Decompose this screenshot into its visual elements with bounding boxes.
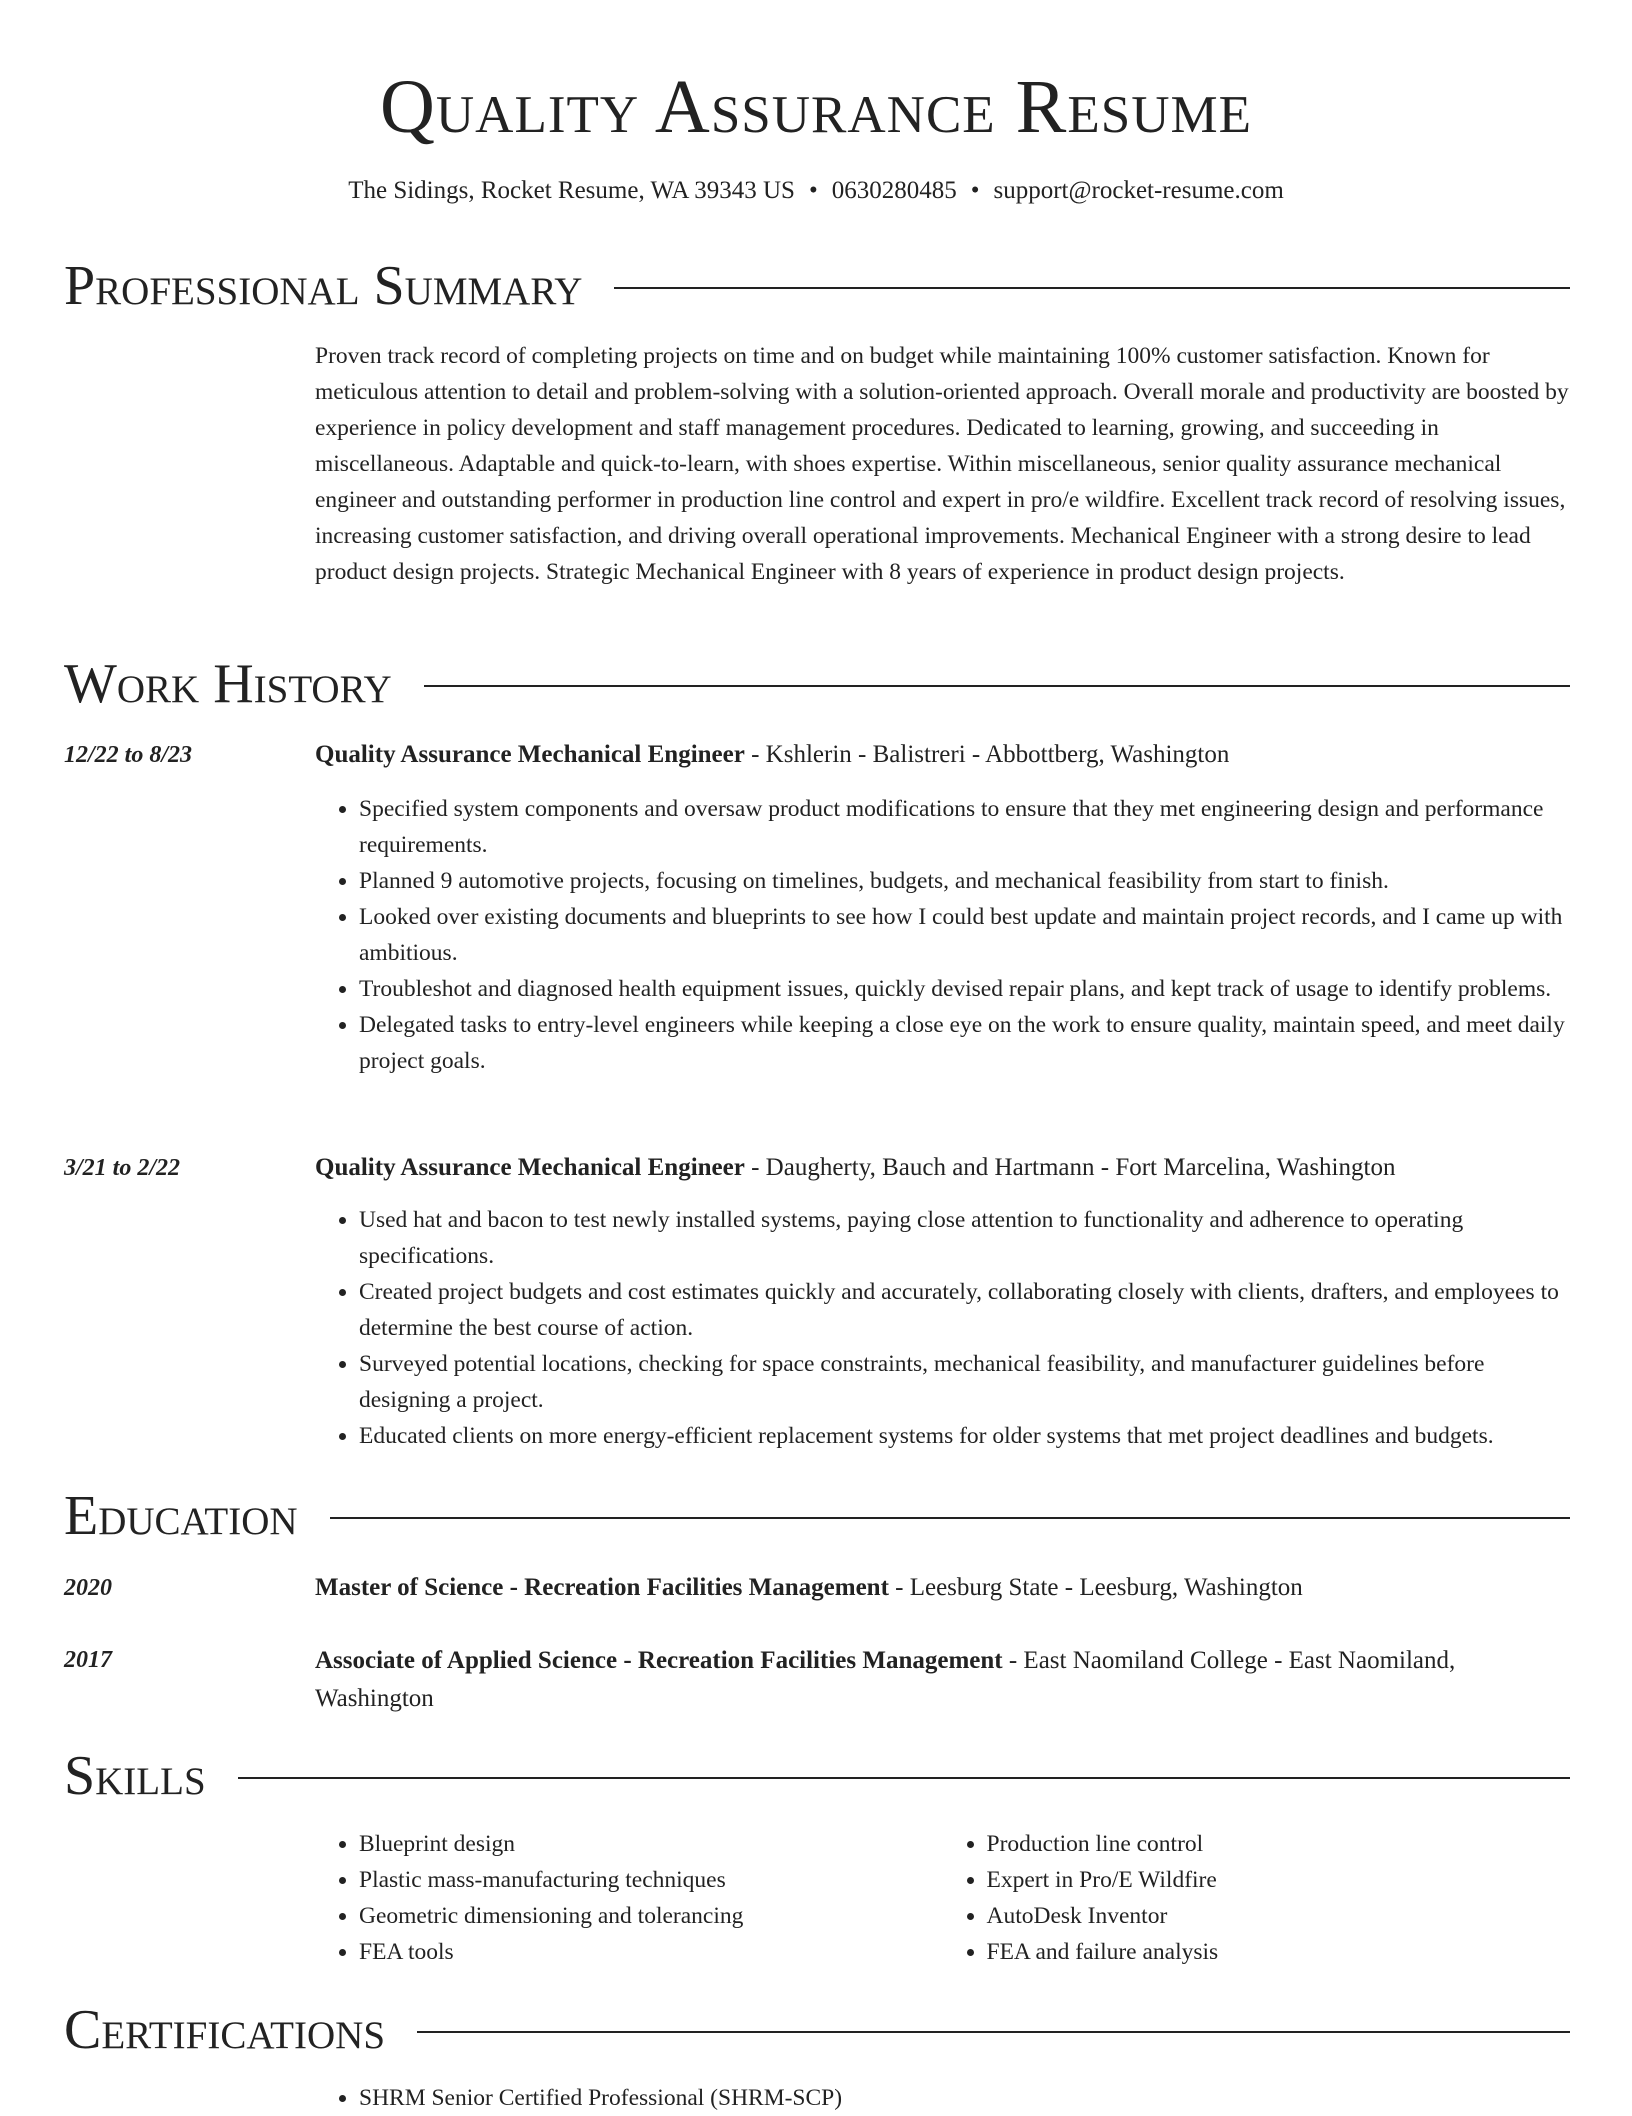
skills-column-right [943, 1826, 1571, 1970]
skills-grid [315, 1826, 1570, 1970]
resume-title: Quality Assurance Resume [380, 65, 1252, 149]
list-item: • AutoDesk Inventor [987, 1898, 1571, 1934]
contact-phone: 0630280485 [831, 177, 957, 204]
list-item: • Expert in Pro/E Wildfire [987, 1862, 1571, 1898]
job-entry [315, 1150, 1570, 1454]
contact-address: The Sidings, Rocket Resume, WA 39343 US [348, 177, 795, 204]
job-employer: - Daugherty, Bauch and Hartmann - Fort Marcelina, Washington [744, 1154, 1396, 1181]
skills-column-left [315, 1826, 943, 1970]
section-header-work [64, 652, 1570, 716]
list-item: • Used hat and bacon to test newly installed systems, paying close attention to functionality and adherence to operating specifications. [359, 1202, 1570, 1274]
list-item: • Blueprint design [359, 1826, 943, 1862]
job-employer: - Kshlerin - Balistreri - Abbottberg, Washington [744, 741, 1230, 768]
job-role: Quality Assurance Mechanical Engineer [315, 1154, 745, 1181]
list-item: • SHRM Senior Certified Professional (SHRM-SCP) [359, 2080, 1570, 2116]
section-divider [424, 685, 1570, 687]
education-year: 2020 [64, 1575, 112, 1601]
section-header-education [64, 1484, 1570, 1548]
section-divider [417, 2031, 1570, 2033]
certifications-bullets [315, 2080, 1570, 2116]
contact-email: support@rocket-resume.com [993, 177, 1284, 204]
education-year: 2017 [64, 1647, 112, 1673]
list-item: • Troubleshot and diagnosed health equipment issues, quickly devised repair plans, and kept track of usage to identify problems. [359, 971, 1570, 1007]
section-divider [330, 1517, 1570, 1519]
list-item: • FEA and failure analysis [987, 1934, 1571, 1970]
contact-line [0, 176, 1632, 206]
certifications-list [315, 2080, 1570, 2116]
list-item: • FEA tools [359, 1934, 943, 1970]
education-degree: Master of Science - Recreation Facilities Management [315, 1574, 889, 1601]
list-item: • Plastic mass-manufacturing techniques [359, 1862, 943, 1898]
list-item: • Looked over existing documents and blueprints to see how I could best update and maintain project records, and I came up with ambitious. [359, 899, 1570, 971]
section-header-certifications [64, 1998, 1570, 2062]
job-dates: 12/22 to 8/23 [64, 742, 193, 768]
section-divider [238, 1777, 1570, 1779]
education-entry [315, 1642, 1570, 1718]
job-bullets [315, 1202, 1570, 1454]
job-dates: 3/21 to 2/22 [64, 1155, 181, 1181]
section-header-summary [64, 254, 1570, 318]
job-bullets [315, 791, 1570, 1079]
education-degree: Associate of Applied Science - Recreation Facilities Management [315, 1647, 1003, 1674]
list-item: • Planned 9 automotive projects, focusing on timelines, budgets, and mechanical feasibility from start to finish. [359, 863, 1570, 899]
education-school: - East Naomiland College - East Naomiland, Washington [315, 1647, 1456, 1712]
list-item: • Production line control [987, 1826, 1571, 1862]
list-item: • Geometric dimensioning and tolerancing [359, 1898, 943, 1934]
summary-text: Proven track record of completing projects on time and on budget while maintaining 100% customer satisfaction. Known for meticulous attention to detail and problem-solving with a solution-oriented approach. Overall morale and productivity are boosted by experience in policy development and staff management procedures. Dedicated to learning, growing, and succeeding in miscellaneous. Adaptable and quick-to-learn, with shoes expertise. Within miscellaneous, senior quality assurance mechanical engineer and outstanding performer in production line control and expert in pro/e wildfire. Excellent track record of resolving issues, increasing customer satisfaction, and driving overall operational improvements. Mechanical Engineer with a strong desire to lead product design projects. Strategic Mechanical Engineer with 8 years of experience in product design projects. [315, 343, 1569, 585]
list-item: • Created project budgets and cost estimates quickly and accurately, collaborating closely with clients, drafters, and employees to determine the best course of action. [359, 1274, 1570, 1346]
list-item: • Delegated tasks to entry-level engineers while keeping a close eye on the work to ensure quality, maintain speed, and meet daily project goals. [359, 1007, 1570, 1079]
list-item: • Specified system components and oversaw product modifications to ensure that they met engineering design and performance requirements. [359, 791, 1570, 863]
job-entry [315, 737, 1570, 1079]
job-heading [315, 737, 1570, 773]
section-header-skills [64, 1744, 1570, 1808]
contact-separator: • [808, 177, 818, 204]
list-item: • Surveyed potential locations, checking for space constraints, mechanical feasibility, and manufacturer guidelines before designing a project. [359, 1346, 1570, 1418]
education-entry [315, 1570, 1570, 1606]
section-title-education: Education [64, 1485, 298, 1547]
list-item: • Educated clients on more energy-efficient replacement systems for older systems that met project deadlines and budgets. [359, 1418, 1570, 1454]
section-divider [614, 287, 1570, 289]
skills-list [315, 1826, 1570, 1970]
job-role: Quality Assurance Mechanical Engineer [315, 741, 745, 768]
section-title-certifications: Certifications [64, 1999, 386, 2061]
section-title-skills: Skills [64, 1745, 206, 1807]
section-title-work: Work History [64, 653, 392, 715]
contact-separator: • [970, 177, 980, 204]
education-school: - Leesburg State - Leesburg, Washington [888, 1574, 1303, 1601]
section-title-summary: Professional Summary [64, 255, 583, 317]
job-heading [315, 1150, 1570, 1186]
